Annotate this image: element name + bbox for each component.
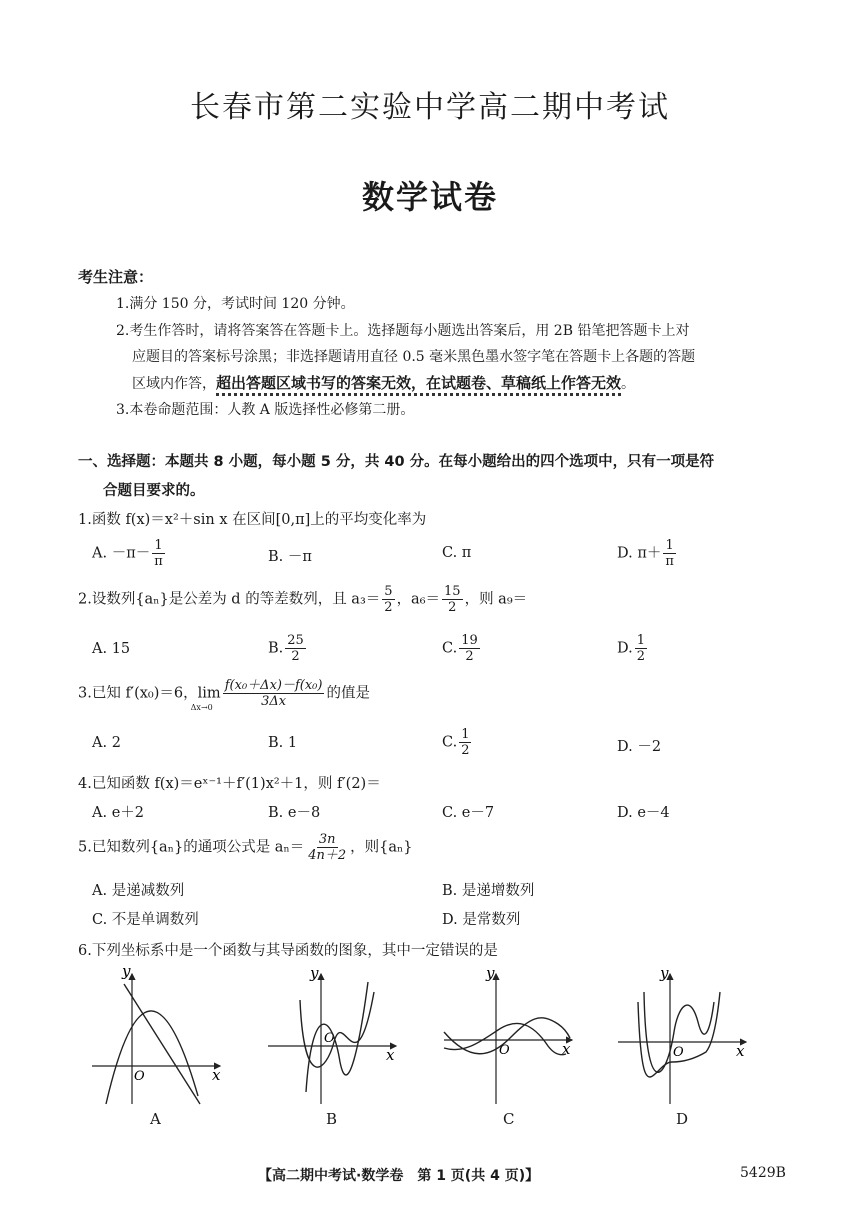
section-1-heading-cont: 合题目要求的。	[103, 483, 205, 499]
graph-b-label: B	[326, 1110, 338, 1128]
section-1-heading: 一、选择题：本题共 8 小题，每小题 5 分，共 40 分。在每小题给出的四个选项中，只有一项是符	[78, 454, 715, 470]
notice-item-2-line-3	[132, 372, 635, 393]
question-1-option-d: D. π＋ $\frac{1}{\pi}$	[617, 538, 674, 569]
question-3-option-b: B. 1	[268, 735, 298, 751]
notice-item-2-line-3-prefix: 区域内作答，	[132, 376, 216, 392]
graph-a	[88, 962, 228, 1112]
origin-label: O	[134, 1069, 145, 1084]
notice-item-3: 3.本卷命题范围：人教 A 版选择性必修第二册。	[116, 402, 415, 418]
graph-d	[614, 962, 754, 1112]
question-5-option-d: D. 是常数列	[442, 912, 521, 928]
derivative-curve	[638, 992, 720, 1077]
graph-c-label: C	[503, 1110, 515, 1128]
question-3-option-a: A. 2	[92, 735, 121, 751]
notice-item-1: 1.满分 150 分，考试时间 120 分钟。	[116, 296, 355, 312]
x-axis-label: x	[562, 1040, 571, 1058]
origin-label: O	[499, 1043, 510, 1058]
question-2-option-d: D. $\frac{1}{2}$	[617, 633, 645, 664]
function-curve	[644, 992, 714, 1072]
graph-b	[264, 962, 404, 1112]
function-curve	[300, 992, 374, 1067]
question-1-option-c: C. π	[442, 545, 472, 561]
question-5-stem: 5.已知数列{aₙ}的通项公式是 aₙ＝ $\frac{3n}{4n+2}$ ，则{aₙ}	[78, 832, 413, 863]
question-2-option-b: B. $\frac{25}{2}$	[268, 633, 304, 664]
notice-item-2-line-1: 2.考生作答时，请将答案答在答题卡上。选择题每小题选出答案后，用 2B 铅笔把答题卡上对	[116, 323, 690, 339]
graph-c	[440, 962, 580, 1112]
y-axis-label: y	[486, 964, 495, 982]
question-2-option-a: A. 15	[92, 641, 131, 657]
notice-heading: 考生注意：	[78, 268, 154, 286]
question-4-option-a: A. e＋2	[92, 805, 144, 821]
question-5-option-a: A. 是递减数列	[92, 883, 185, 899]
question-3-option-c: C. $\frac{1}{2}$	[442, 727, 470, 758]
notice-item-2-line-3-suffix: 。	[621, 376, 636, 392]
question-6-stem: 6.下列坐标系中是一个函数与其导函数的图象，其中一定错误的是	[78, 943, 498, 959]
question-3-stem: 3.已知 f′(x₀)＝6，$\lim_{\Delta x\to 0}$ $\frac{\text{f(x₀＋Δx)－f(x₀)}}{3\Delta x}$ 的值是	[78, 678, 370, 712]
question-4-option-c: C. e－7	[442, 805, 495, 821]
y-axis-label: y	[310, 964, 319, 982]
question-2-stem: 2.设数列{aₙ}是公差为 d 的等差数列，且 a₃＝ $\frac{5}{2}$ ，a₆＝ $\frac{15}{2}$ ，则 a₉＝	[78, 584, 528, 615]
question-4-option-b: B. e－8	[268, 805, 321, 821]
question-1-option-b: B. －π	[268, 549, 312, 565]
graph-a-label: A	[150, 1110, 161, 1128]
question-5-option-b: B. 是递增数列	[442, 883, 535, 899]
derivative-line	[124, 984, 200, 1104]
derivative-curve	[306, 982, 368, 1092]
x-axis-label: x	[736, 1042, 745, 1060]
y-axis-label: y	[660, 964, 669, 982]
question-4-stem: 4.已知函数 f(x)＝eˣ⁻¹＋f′(1)x²＋1，则 f′(2)＝	[78, 776, 381, 792]
question-2-option-c: C. $\frac{19}{2}$	[442, 633, 478, 664]
origin-label: O	[324, 1031, 335, 1046]
exam-subtitle: 数学试卷	[361, 178, 498, 216]
origin-label: O	[673, 1045, 684, 1060]
graph-d-label: D	[676, 1110, 689, 1128]
notice-emphasis: 超出答题区域书写的答案无效，在试题卷、草稿纸上作答无效	[216, 374, 621, 396]
question-3-option-d: D. －2	[617, 739, 662, 755]
question-1-stem: 1.函数 f(x)＝x²＋sin x 在区间[0,π]上的平均变化率为	[78, 512, 427, 528]
question-4-option-d: D. e－4	[617, 805, 670, 821]
question-5-option-c: C. 不是单调数列	[92, 912, 199, 928]
y-axis-label: y	[122, 962, 131, 980]
page-footer: 【高二期中考试·数学卷 第 1 页(共 4 页)】	[258, 1168, 540, 1184]
paper-code: 5429B	[740, 1165, 786, 1181]
x-axis-label: x	[212, 1066, 221, 1084]
function-curve	[106, 1011, 198, 1104]
notice-item-2-line-2: 应题目的答案标号涂黑；非选择题请用直径 0.5 毫米黑色墨水签字笔在答题卡上各题的答题	[132, 349, 696, 365]
question-1-option-a: A. －π－ $\frac{1}{\pi}$	[92, 538, 163, 569]
exam-title: 长春市第二实验中学高二期中考试	[190, 90, 670, 125]
x-axis-label: x	[386, 1046, 395, 1064]
